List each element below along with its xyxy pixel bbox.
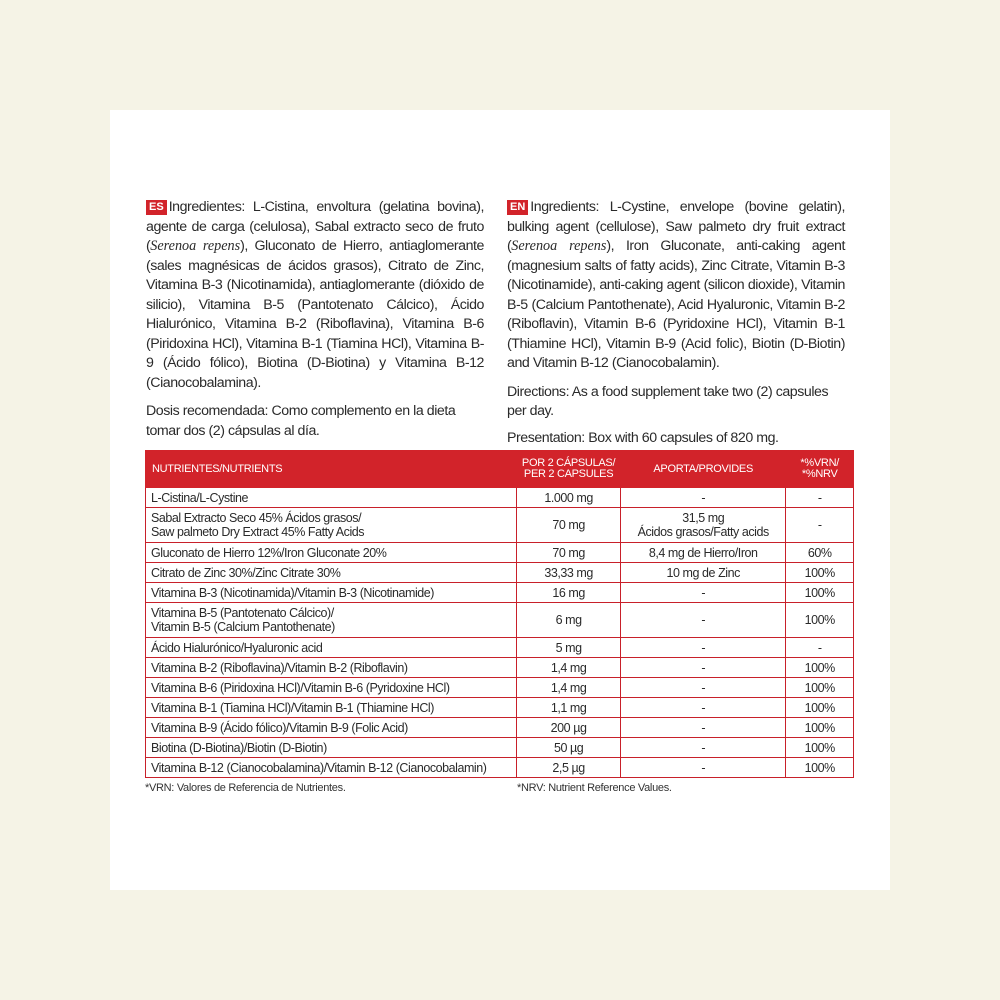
ingredients-en-part1: Ingredients: L-Cystine, envelope (bovine gelatin), bulking agent (cellulose), Saw palmeto dry fruit extract ( [507, 199, 845, 254]
nutrient-amount: 16 mg [517, 583, 621, 603]
nutrient-amount: 70 mg [517, 508, 621, 543]
nutrient-name: Biotina (D-Biotina)/Biotin (D-Biotin) [146, 738, 517, 758]
nutrient-provides: - [621, 488, 786, 508]
nutrient-provides: - [621, 758, 786, 778]
header-per-dose-line2: PER 2 CAPSULES [523, 468, 614, 480]
header-vrn [786, 451, 854, 488]
nutrient-name-line1: Sabal Extracto Seco 45% Ácidos grasos/ [151, 511, 362, 525]
nutrient-vrn: - [786, 488, 854, 508]
header-vrn-line1: *%VRN/ [800, 457, 839, 469]
nutrient-provides: 8,4 mg de Hierro/Iron [621, 543, 786, 563]
table-row [146, 543, 854, 563]
nutrient-name: Gluconato de Hierro 12%/Iron Gluconate 20% [146, 543, 517, 563]
nutrient-vrn: 100% [786, 698, 854, 718]
nutrient-name [146, 508, 517, 543]
nutrient-vrn: 100% [786, 658, 854, 678]
table-row [146, 508, 854, 543]
nutrient-provides: - [621, 698, 786, 718]
ingredients-es [146, 198, 484, 393]
directions-es: Dosis recomendada: Como complemento en la dieta tomar dos (2) cápsulas al día. [146, 403, 456, 439]
nutrient-name: Vitamina B-2 (Riboflavina)/Vitamin B-2 (Riboflavin) [146, 658, 517, 678]
header-vrn-line2: *%NRV [801, 468, 838, 480]
latin-name-es: Serenoa repens [150, 238, 241, 254]
nutrient-amount: 2,5 µg [517, 758, 621, 778]
table-row [146, 563, 854, 583]
nutrient-provides: - [621, 583, 786, 603]
nutrient-provides-line1: 31,5 mg [682, 511, 725, 525]
table-row [146, 583, 854, 603]
nutrient-name: L-Cistina/L-Cystine [146, 488, 517, 508]
nutrient-provides: 10 mg de Zinc [621, 563, 786, 583]
nutrient-name: Vitamina B-9 (Ácido fólico)/Vitamin B-9 (Folic Acid) [146, 718, 517, 738]
nutrient-amount: 6 mg [517, 603, 621, 638]
directions-en: Directions: As a food supplement take two (2) capsules per day. [507, 383, 829, 419]
language-badge-en: EN [507, 200, 528, 215]
nutrient-name: Vitamina B-6 (Piridoxina HCl)/Vitamin B-6 (Pyridoxine HCl) [146, 678, 517, 698]
nutrient-provides-line2: Ácidos grasos/Fatty acids [637, 525, 769, 539]
nutrient-vrn: 100% [786, 603, 854, 638]
nutrient-amount: 1,4 mg [517, 678, 621, 698]
nutrient-vrn: 100% [786, 758, 854, 778]
nutrient-name: Vitamina B-1 (Tiamina HCl)/Vitamin B-1 (Thiamine HCl) [146, 698, 517, 718]
ingredients-en [507, 198, 845, 374]
nutrient-name-line1: Vitamina B-5 (Pantotenato Cálcico)/ [151, 606, 334, 620]
nutrition-table [145, 450, 854, 778]
language-badge-es: ES [146, 200, 167, 215]
nutrient-name-line2: Saw palmeto Dry Extract 45% Fatty Acids [151, 525, 365, 539]
presentation-en: Presentation: Box with 60 capsules of 820 mg. [507, 429, 779, 446]
nutrient-provides: - [621, 603, 786, 638]
nutrient-vrn: 100% [786, 738, 854, 758]
latin-name-en: Serenoa repens [511, 238, 607, 254]
english-text-column [507, 198, 845, 456]
table-row [146, 738, 854, 758]
nutrient-name-line2: Vitamin B-5 (Calcium Pantothenate) [151, 620, 335, 634]
footnote-en: *NRV: Nutrient Reference Values. [517, 782, 672, 794]
nutrition-table-header [146, 451, 854, 488]
nutrient-vrn: 100% [786, 678, 854, 698]
table-row [146, 488, 854, 508]
nutrient-vrn: 100% [786, 563, 854, 583]
nutrient-amount: 200 µg [517, 718, 621, 738]
nutrient-amount: 1,4 mg [517, 658, 621, 678]
nutrient-amount: 33,33 mg [517, 563, 621, 583]
nutrient-provides: - [621, 738, 786, 758]
nutrient-amount: 5 mg [517, 638, 621, 658]
table-row [146, 758, 854, 778]
table-row [146, 718, 854, 738]
nutrient-amount: 50 µg [517, 738, 621, 758]
nutrient-vrn: 100% [786, 583, 854, 603]
table-row [146, 638, 854, 658]
ingredients-es-part2: ), Gluconato de Hierro, antiaglomerante (sales magnésicas de ácidos grasos), Citrato de Zinc, Vitamina B-3 (Nicotinamida), antiaglomerante (dióxido de silicio), Vitamina B-5 (Pantotenato Cálcico), Ácido Hialurónico, Vitamina B-2 (Riboflavina), Vitamina B-6 (Piridoxina HCl), Vitamina B-1 (Tiamina HCl), Vitamina B-9 (Ácido fólico), Biotina (D-Biotina) y Vitamina B-12 (Cianocobalamina). [146, 238, 484, 391]
nutrient-provides: - [621, 678, 786, 698]
nutrient-name [146, 603, 517, 638]
nutrient-provides: - [621, 658, 786, 678]
header-per-dose [517, 451, 621, 488]
nutrient-vrn: 100% [786, 718, 854, 738]
table-row [146, 658, 854, 678]
ingredients-es-part1: Ingredientes: L-Cistina, envoltura (gelatina bovina), agente de carga (celulosa), Sabal extracto seco de fruto ( [146, 199, 484, 254]
header-nutrients: NUTRIENTES/NUTRIENTS [146, 451, 517, 488]
nutrient-vrn: - [786, 638, 854, 658]
nutrient-name: Vitamina B-3 (Nicotinamida)/Vitamin B-3 (Nicotinamide) [146, 583, 517, 603]
nutrient-vrn: - [786, 508, 854, 543]
header-provides: APORTA/PROVIDES [621, 451, 786, 488]
nutrient-amount: 1.000 mg [517, 488, 621, 508]
nutrient-name: Vitamina B-12 (Cianocobalamina)/Vitamin B-12 (Cianocobalamin) [146, 758, 517, 778]
table-row [146, 678, 854, 698]
header-per-dose-line1: POR 2 CÁPSULAS/ [521, 457, 616, 469]
nutrition-table-body [146, 488, 854, 778]
spanish-text-column [146, 198, 484, 476]
nutrient-provides [621, 508, 786, 543]
nutrient-amount: 1,1 mg [517, 698, 621, 718]
label-card [110, 110, 890, 890]
table-row [146, 698, 854, 718]
nutrient-name: Citrato de Zinc 30%/Zinc Citrate 30% [146, 563, 517, 583]
nutrient-provides: - [621, 638, 786, 658]
footnote-es: *VRN: Valores de Referencia de Nutrientes. [145, 782, 346, 794]
nutrient-amount: 70 mg [517, 543, 621, 563]
nutrient-provides: - [621, 718, 786, 738]
ingredients-en-part2: ), Iron Gluconate, anti-caking agent (magnesium salts of fatty acids), Zinc Citrate, Vitamin B-3 (Nicotinamide), anti-caking agent (silicon dioxide), Vitamin B-5 (Calcium Pantothenate), Acid Hyaluronic, Vitamin B-2 (Riboflavin), Vitamin B-6 (Pyridoxine HCl), Vitamin B-1 (Thiamine HCl), Vitamin B-9 (Acid folic), Biotin (D-Biotin) and Vitamin B-12 (Cianocobalamin). [507, 238, 845, 371]
table-row [146, 603, 854, 638]
nutrient-name: Ácido Hialurónico/Hyaluronic acid [146, 638, 517, 658]
nutrient-vrn: 60% [786, 543, 854, 563]
